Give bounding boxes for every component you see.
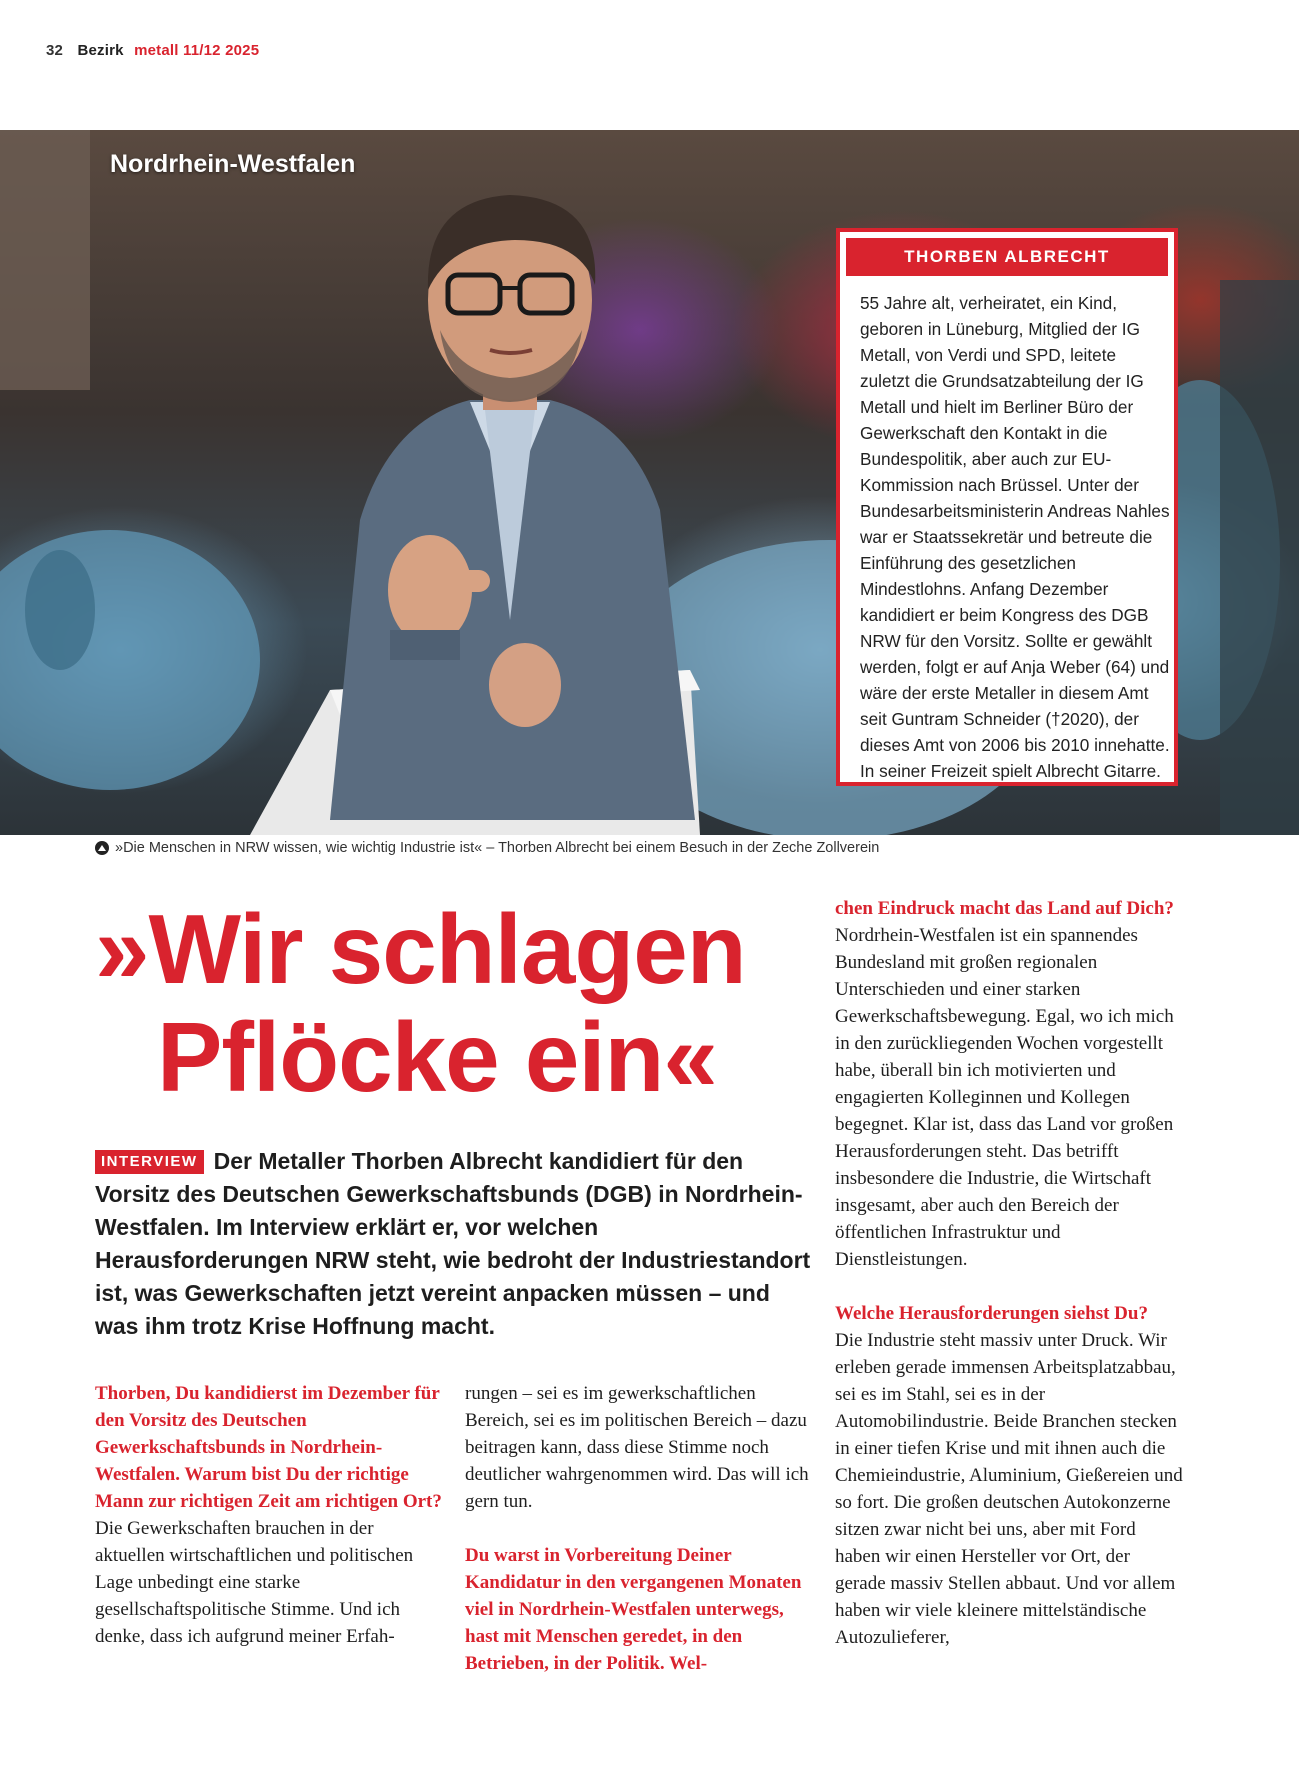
magazine-issue: metall 11/12 2025 (134, 42, 260, 59)
article-column-1 (95, 1380, 443, 1650)
article-column-3 (835, 895, 1185, 1651)
photo-credit-icon (95, 841, 109, 855)
question-3: Welche Herausforderungen siehst Du? (835, 1303, 1148, 1324)
bio-name: THORBEN ALBRECHT (846, 238, 1168, 276)
photo-caption (95, 840, 879, 856)
article-headline (95, 895, 795, 1111)
region-label: Nordrhein-Westfalen (110, 150, 356, 178)
section-name: Bezirk (77, 42, 124, 59)
question-2-continued: chen Eindruck macht das Land auf Dich? (835, 898, 1174, 919)
page-folio (46, 42, 259, 59)
hero-photo (0, 130, 1299, 835)
question-1: Thorben, Du kandidierst im Dezember für den Vorsitz des Deutschen Gewerkschaftsbunds in Nordrhein-Westfalen. Warum bist Du der richtige Mann zur richtigen Zeit am richtigen Ort? (95, 1383, 442, 1512)
answer-1: Die Gewerkschaften brauchen in der aktuellen wirtschaftlichen und politischen Lage unbedingt eine starke gesellschaftspolitische Stimme. Und ich denke, dass ich aufgrund meiner Erfah- (95, 1518, 414, 1647)
bio-text: 55 Jahre alt, verheiratet, ein Kind, geboren in Lüneburg, Mitglied der IG Metall, von Verdi und SPD, leitete zuletzt die Grundsatzabteilung der IG Metall und hielt im Berliner Büro der Gewerkschaft den Kontakt in die Bundespolitik, aber auch zur EU-Kommission nach Brüssel. Unter der Bundesarbeitsministerin Andreas Nahles war er Staatssekretär und betreute die Einführung des gesetzlichen Mindestlohns. Anfang Dezember kandidiert er beim Kongress des DGB NRW für den Vorsitz. Sollte er gewählt werden, folgt er auf Anja Weber (64) und wäre der erste Metaller in diesem Amt seit Guntram Schneider (†2020), der dieses Amt von 2006 bis 2010 innehatte. In seiner Freizeit spielt Albrecht Gitarre. (860, 293, 1170, 781)
article-lead (95, 1145, 815, 1343)
answer-3: Die Industrie steht massiv unter Druck. Wir erleben gerade immensen Arbeitsplatzabbau, sei es im Stahl, sei es in der Automobilindustrie. Beide Branchen stecken in einer tiefen Krise und mit ihnen auch die Chemieindustrie, Aluminium, Gießereien und so fort. Die großen deutschen Autokonzerne sitzen zwar nicht bei uns, aber mit Ford haben wir einen Hersteller vor Ort, der gerade massiv Stellen abbaut. Und vor allem haben wir viele kleinere mittelständische Autozulieferer, (835, 1330, 1183, 1648)
caption-text: »Die Menschen in NRW wissen, wie wichtig Industrie ist« – Thorben Albrecht bei einem Besuch in der Zeche Zollverein (115, 840, 880, 856)
question-2: Du warst in Vorbereitung Deiner Kandidatur in den vergangenen Monaten viel in Nordrhein-Westfalen unterwegs, hast mit Menschen geredet, in den Betrieben, in der Politik. Wel- (465, 1545, 802, 1674)
page-number: 32 (46, 42, 64, 59)
article-column-2 (465, 1380, 813, 1677)
answer-1-continued: rungen – sei es im gewerkschaftlichen Bereich, sei es im politischen Bereich – dazu beitragen kann, dass diese Stimme noch deutlicher wahrgenommen wird. Das will ich gern tun. (465, 1383, 809, 1512)
headline-line-1: »Wir schlagen (95, 894, 746, 1004)
headline-line-2: Pflöcke ein« (157, 1002, 717, 1112)
answer-2: Nordrhein-Westfalen ist ein spannendes Bundesland mit großen regionalen Unterschieden und einer starken Gewerkschaftsbewegung. Egal, wo ich mich in den zurückliegenden Wochen vorgestellt habe, überall bin ich motivierten und engagierten Kolleginnen und Kollegen begegnet. Klar ist, dass das Land vor großen Herausforderungen steht. Das betrifft insbesondere die Industrie, die Wirtschaft insgesamt, aber auch den Bereich der öffentlichen Infrastruktur und Dienstleistungen. (835, 925, 1174, 1270)
lead-text: Der Metaller Thorben Albrecht kandidiert für den Vorsitz des Deutschen Gewerkschaftsbunds (DGB) in Nordrhein-Westfalen. Im Interview erklärt er, vor welchen Herausforderungen NRW steht, wie bedroht der Industriestandort ist, was Gewerkschaften jetzt vereint anpacken müssen – und was ihm trotz Krise Hoffnung macht. (95, 1148, 811, 1339)
bio-box (836, 228, 1178, 786)
interview-tag: INTERVIEW (95, 1150, 204, 1174)
portrait-figure (300, 170, 720, 835)
